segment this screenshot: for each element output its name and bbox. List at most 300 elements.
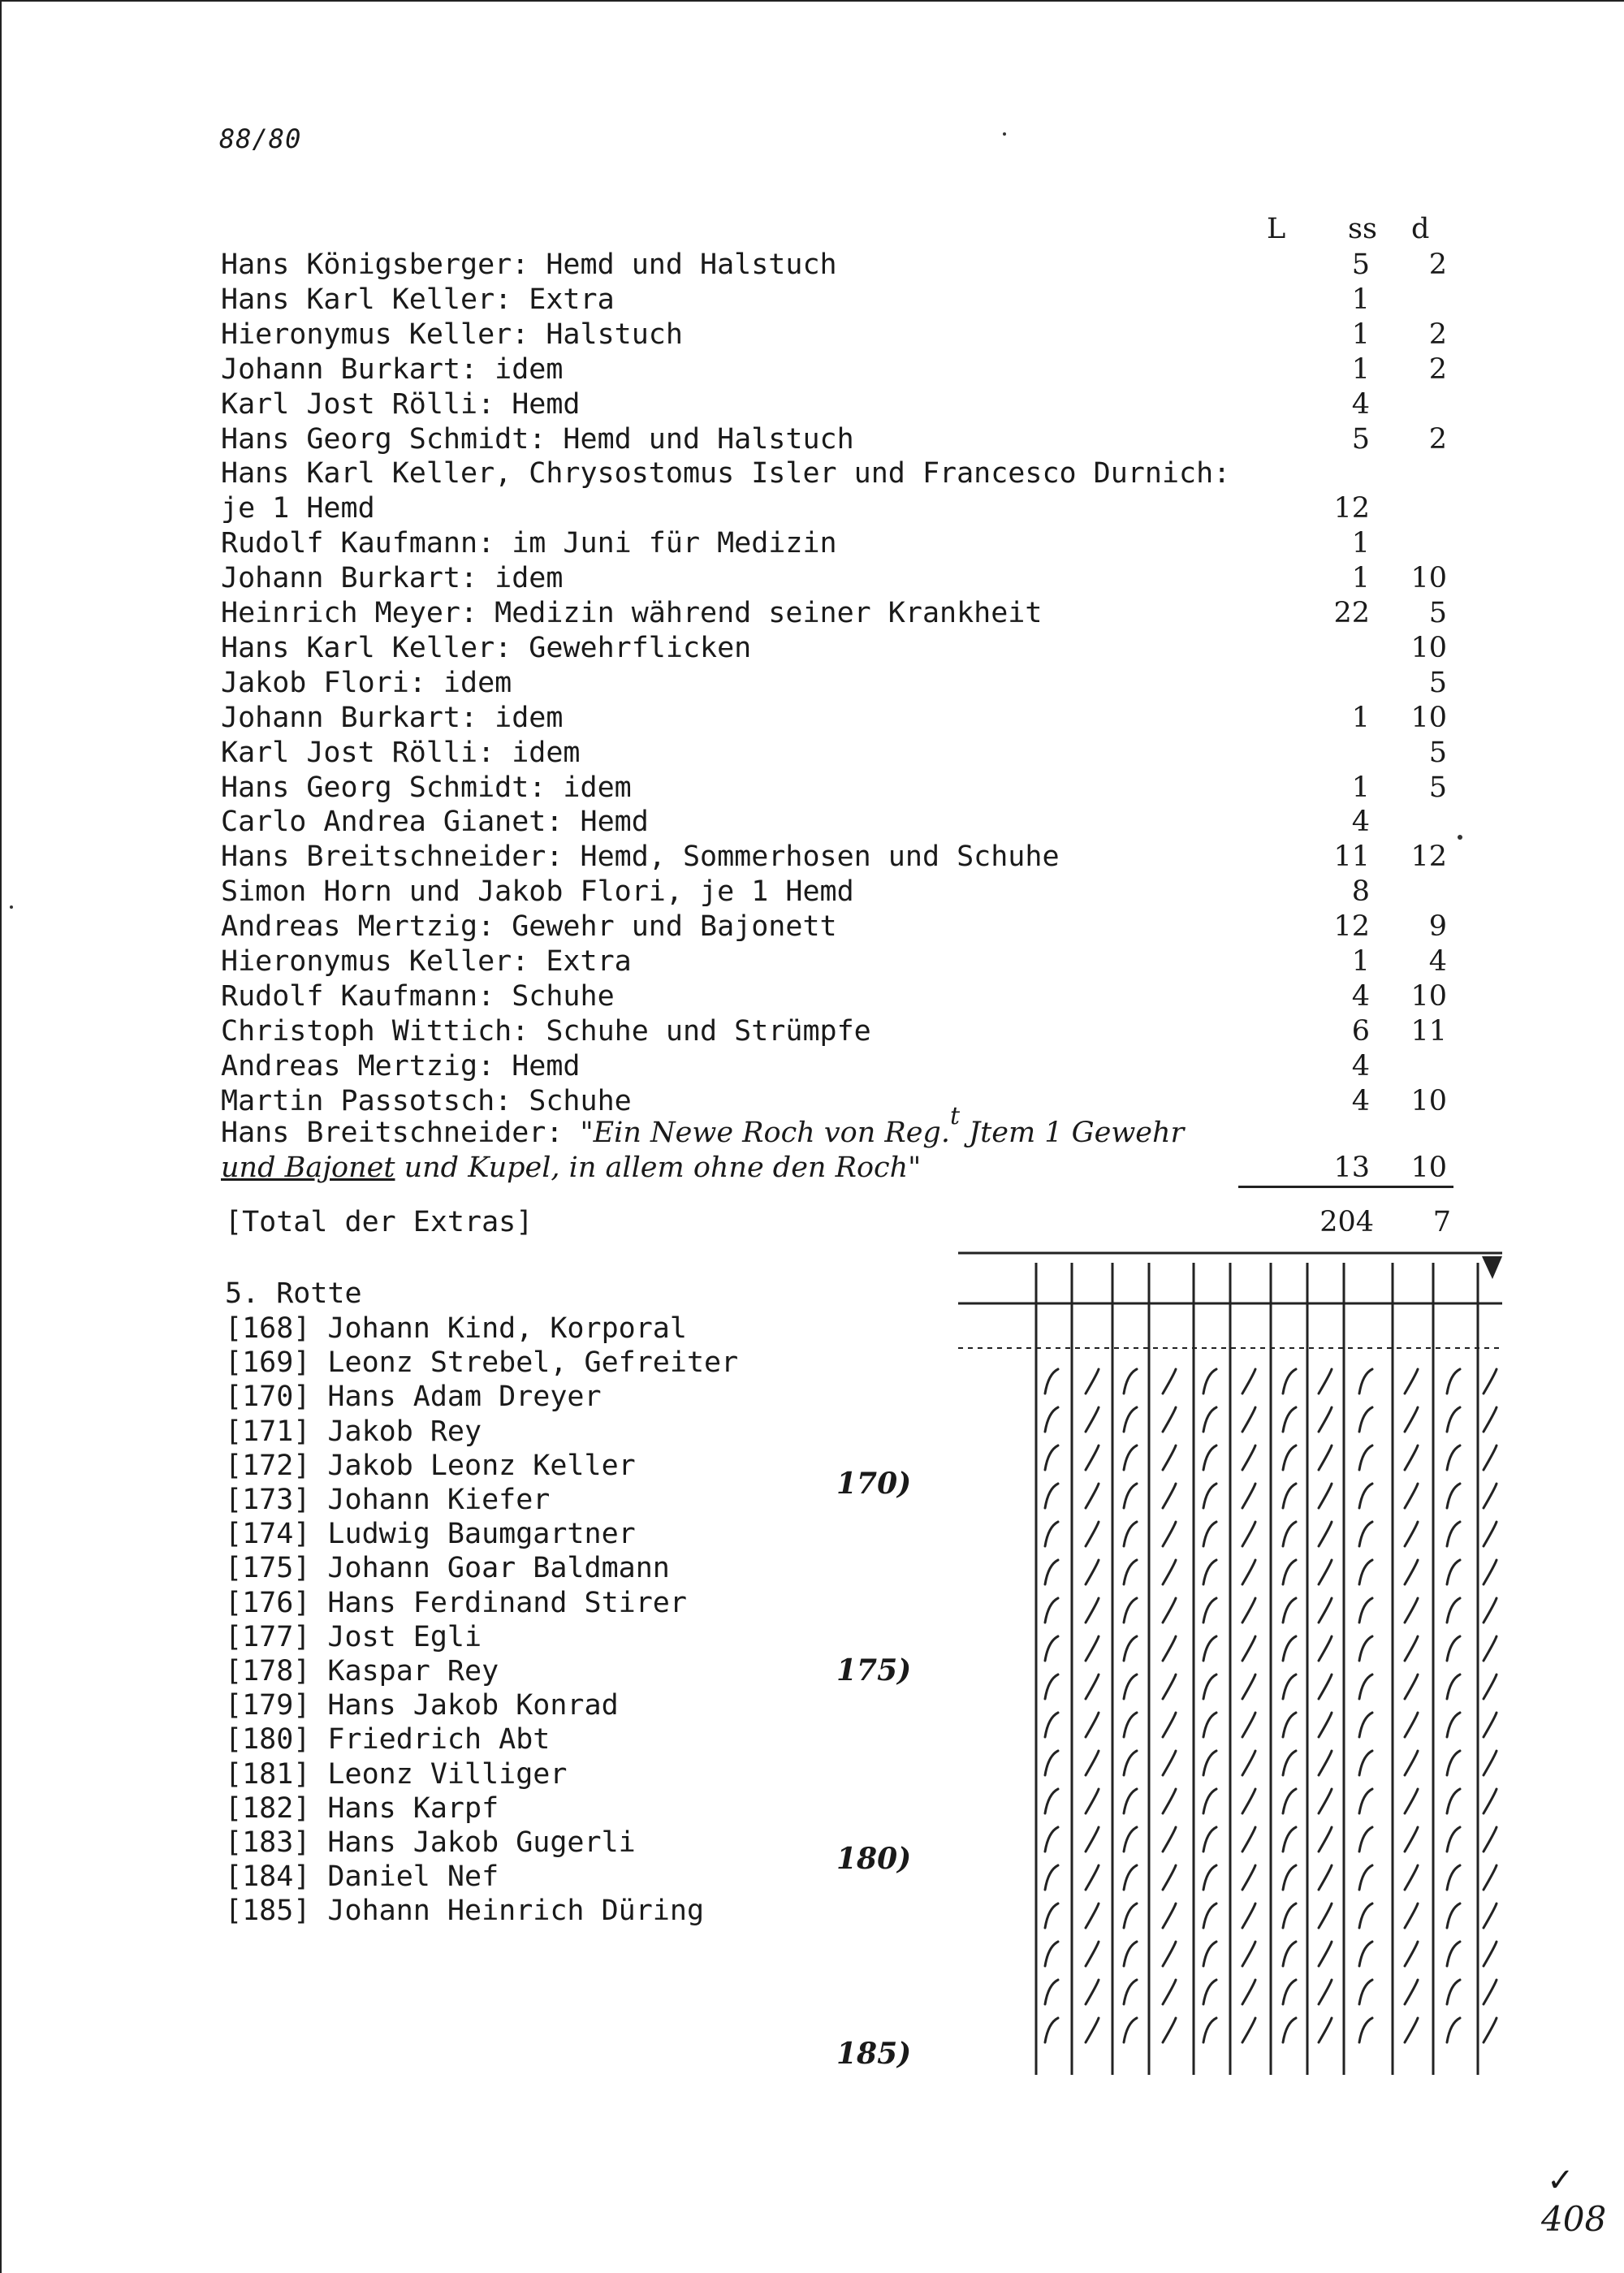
handwritten-stroke <box>1319 1598 1332 1623</box>
handwritten-stroke <box>1359 1484 1372 1508</box>
handwritten-stroke <box>1359 1675 1372 1699</box>
ink-dot <box>1003 132 1006 136</box>
entry-text: Jakob Flori: idem <box>221 666 512 699</box>
entry-text: Hans Karl Keller: Extra <box>221 283 615 316</box>
handwritten-stroke <box>1447 1789 1460 1813</box>
handwritten-stroke <box>1203 1789 1216 1813</box>
handwritten-stroke <box>1124 1598 1137 1623</box>
handwritten-stroke <box>1242 1598 1255 1623</box>
entry-amount-L: 1 <box>1351 562 1370 595</box>
handwritten-stroke <box>1163 1598 1176 1623</box>
handwritten-stroke <box>1359 1751 1372 1775</box>
entry-text: Hieronymus Keller: Halstuch <box>221 318 683 351</box>
entry-row <box>221 352 1488 387</box>
handwritten-stroke <box>1405 1598 1418 1623</box>
entry-text: Rudolf Kaufmann: Schuhe <box>221 979 615 1013</box>
handwritten-stroke <box>1319 1789 1332 1813</box>
handwritten-stroke <box>1359 1980 1372 2004</box>
handwritten-stroke <box>1484 2018 1497 2042</box>
handwritten-stroke <box>1086 1942 1099 1966</box>
entry-row <box>221 248 1488 283</box>
rotte-member: [177] Jost Egli <box>225 1620 482 1653</box>
handwritten-stroke <box>1163 1751 1176 1775</box>
entry-amount-L: 1 <box>1351 283 1370 316</box>
entry-text: Christoph Wittich: Schuhe und Strümpfe <box>221 1014 871 1048</box>
page-border-top <box>0 0 1624 2</box>
handwritten-stroke <box>1203 1369 1216 1394</box>
handwritten-stroke <box>1283 1980 1296 2004</box>
entry-amount-ss: 5 <box>1428 597 1447 629</box>
handwritten-stroke <box>1447 1713 1460 1737</box>
handwritten-stroke <box>1163 1713 1176 1737</box>
handwritten-stroke <box>1242 1980 1255 2004</box>
handwritten-stroke <box>1359 1522 1372 1546</box>
handwritten-stroke <box>1319 1751 1332 1775</box>
handwritten-stroke <box>1163 1636 1176 1661</box>
handwritten-stroke <box>1319 1369 1332 1394</box>
handwritten-stroke <box>1203 1675 1216 1699</box>
handwritten-stroke <box>1319 1865 1332 1890</box>
handwritten-stroke <box>1203 1751 1216 1775</box>
handwritten-stroke <box>1045 1942 1058 1966</box>
entry-row <box>221 701 1488 736</box>
handwritten-stroke <box>1086 1522 1099 1546</box>
handwritten-stroke <box>1086 1407 1099 1432</box>
entry-amount-ss: 2 <box>1428 318 1447 351</box>
quote-line1: "Ein Newe Roch von Reg. <box>580 1117 950 1149</box>
entry-row <box>221 944 1488 979</box>
entry-text: Martin Passotsch: Schuhe <box>221 1084 632 1117</box>
handwritten-stroke <box>1086 1865 1099 1890</box>
total-row <box>225 1205 1492 1240</box>
margin-note-185: 185) <box>836 2037 912 2071</box>
handwritten-stroke <box>1086 1904 1099 1928</box>
handwritten-stroke <box>1359 1789 1372 1813</box>
handwritten-ledger-image <box>950 1247 1510 2083</box>
handwritten-stroke <box>1319 1980 1332 2004</box>
handwritten-stroke <box>1359 1904 1372 1928</box>
handwritten-stroke <box>1086 1445 1099 1470</box>
handwritten-stroke <box>1283 1598 1296 1623</box>
handwritten-stroke <box>1359 2018 1372 2042</box>
handwritten-stroke <box>1359 1560 1372 1584</box>
entry-amount-ss: 12 <box>1410 840 1447 874</box>
entry-amount-L: 1 <box>1351 771 1370 804</box>
handwritten-stroke <box>1203 1942 1216 1966</box>
handwritten-stroke <box>1484 1598 1497 1623</box>
entry-row <box>221 771 1488 806</box>
rotte-member: [175] Johann Goar Baldmann <box>225 1552 670 1585</box>
handwritten-stroke <box>1203 1980 1216 2004</box>
entry-row <box>221 422 1488 457</box>
entry-amount-L: 4 <box>1351 806 1370 839</box>
handwritten-stroke <box>1124 1980 1137 2004</box>
handwritten-stroke <box>1045 1369 1058 1394</box>
margin-note-180: 180) <box>836 1842 912 1876</box>
handwritten-stroke <box>1163 1560 1176 1584</box>
handwritten-stroke <box>1242 1560 1255 1584</box>
handwritten-stroke <box>1045 1598 1058 1623</box>
total-L: 204 <box>1320 1206 1374 1238</box>
handwritten-stroke <box>1319 1522 1332 1546</box>
handwritten-stroke <box>1086 1560 1099 1584</box>
handwritten-stroke <box>1359 1598 1372 1623</box>
entry-amount-ss: 10 <box>1410 631 1447 664</box>
handwritten-stroke <box>1283 1904 1296 1928</box>
handwritten-stroke <box>1283 1560 1296 1584</box>
entry-text: Hieronymus Keller: Extra <box>221 945 632 978</box>
rotte-member: [182] Hans Karpf <box>225 1791 499 1825</box>
rotte-member: [170] Hans Adam Dreyer <box>225 1381 602 1414</box>
handwritten-stroke <box>1447 2018 1460 2042</box>
entry-text: je 1 Hemd <box>221 492 375 525</box>
rotte-member: [172] Jakob Leonz Keller <box>225 1449 636 1482</box>
handwritten-stroke <box>1447 1522 1460 1546</box>
handwritten-stroke <box>1045 1789 1058 1813</box>
handwritten-stroke <box>1086 1789 1099 1813</box>
handwritten-stroke <box>1163 1675 1176 1699</box>
handwritten-stroke <box>1405 1369 1418 1394</box>
handwritten-stroke <box>1124 1751 1137 1775</box>
handwritten-stroke <box>1447 1827 1460 1852</box>
quote-line2: und Kupel, in allem ohne den Roch" <box>395 1152 922 1184</box>
handwritten-stroke <box>1484 1827 1497 1852</box>
handwritten-stroke <box>1163 1445 1176 1470</box>
entry-amount-L: 12 <box>1333 910 1370 944</box>
handwritten-stroke <box>1447 1598 1460 1623</box>
entry-amount-ss: 2 <box>1428 248 1447 281</box>
rotte-member: [176] Hans Ferdinand Stirer <box>225 1586 687 1619</box>
entry-text: Hans Karl Keller, Chrysostomus Isler und Francesco Durnich: <box>221 457 1231 490</box>
handwritten-stroke <box>1359 1407 1372 1432</box>
handwritten-stroke <box>1203 1407 1216 1432</box>
handwritten-stroke <box>1319 1445 1332 1470</box>
rotte-member: [174] Ludwig Baumgartner <box>225 1518 636 1551</box>
handwritten-stroke <box>1045 1865 1058 1890</box>
handwritten-stroke <box>1045 1827 1058 1852</box>
handwritten-stroke <box>1405 1636 1418 1661</box>
entry-text: Heinrich Meyer: Medizin während seiner Krankheit <box>221 597 1043 629</box>
entry-row <box>221 283 1488 318</box>
handwritten-stroke <box>1242 1407 1255 1432</box>
handwritten-stroke <box>1086 2018 1099 2042</box>
handwritten-stroke <box>1405 1980 1418 2004</box>
handwritten-stroke <box>1319 1713 1332 1737</box>
handwritten-stroke <box>1359 1445 1372 1470</box>
entry-text: Karl Jost Rölli: idem <box>221 736 581 769</box>
handwritten-stroke <box>1086 1675 1099 1699</box>
handwritten-stroke <box>1319 1484 1332 1508</box>
entry-row <box>221 736 1488 771</box>
rotte-member: [179] Hans Jakob Konrad <box>225 1689 619 1722</box>
handwritten-stroke <box>1283 1865 1296 1890</box>
entry-text: Hans Georg Schmidt: Hemd und Halstuch <box>221 422 854 456</box>
rotte-member: [185] Johann Heinrich Düring <box>225 1895 705 1928</box>
entry-row <box>221 805 1488 840</box>
handwritten-stroke <box>1045 1713 1058 1737</box>
entry-amount-ss: 9 <box>1428 910 1447 944</box>
handwritten-stroke <box>1359 1369 1372 1394</box>
handwritten-stroke <box>1242 1713 1255 1737</box>
handwritten-stroke <box>1086 1827 1099 1852</box>
entry-amount-ss: 2 <box>1428 422 1447 456</box>
handwritten-stroke <box>1405 1407 1418 1432</box>
handwritten-stroke <box>1203 1713 1216 1737</box>
handwritten-stroke <box>1447 1560 1460 1584</box>
handwritten-stroke <box>1359 1713 1372 1737</box>
handwritten-stroke <box>1283 1789 1296 1813</box>
entry-row <box>221 631 1488 666</box>
handwritten-stroke <box>1283 1827 1296 1852</box>
handwritten-stroke <box>1086 1713 1099 1737</box>
handwritten-stroke <box>1484 1560 1497 1584</box>
handwritten-stroke <box>1405 1445 1418 1470</box>
handwritten-stroke <box>1124 1827 1137 1852</box>
handwritten-stroke <box>1163 1789 1176 1813</box>
handwritten-stroke <box>1447 1445 1460 1470</box>
handwritten-stroke <box>1359 1865 1372 1890</box>
handwritten-stroke <box>1203 1598 1216 1623</box>
reference-number: 88/80 <box>219 123 302 154</box>
handwritten-stroke <box>1163 1980 1176 2004</box>
rotte-member: [183] Hans Jakob Gugerli <box>225 1826 636 1859</box>
handwritten-stroke <box>1484 1445 1497 1470</box>
handwritten-stroke <box>1283 1445 1296 1470</box>
rotte-member: [184] Daniel Nef <box>225 1860 499 1894</box>
handwritten-stroke <box>1124 1675 1137 1699</box>
handwritten-stroke <box>1045 1445 1058 1470</box>
total-rule <box>1238 1186 1453 1188</box>
entry-amount-ss: 5 <box>1428 666 1447 699</box>
handwritten-stroke <box>1484 1713 1497 1737</box>
quote-prefix: Hans Breitschneider: <box>221 1117 581 1149</box>
handwritten-stroke <box>1242 1827 1255 1852</box>
column-header-d: d <box>1411 213 1430 245</box>
handwritten-stroke <box>1242 1904 1255 1928</box>
handwritten-stroke <box>1484 1407 1497 1432</box>
handwritten-stroke <box>1405 1675 1418 1699</box>
handwritten-stroke <box>1405 1751 1418 1775</box>
handwritten-stroke <box>1283 1484 1296 1508</box>
handwritten-stroke <box>1203 1904 1216 1928</box>
handwritten-stroke <box>1045 1484 1058 1508</box>
handwritten-stroke <box>1124 1865 1137 1890</box>
handwritten-stroke <box>1283 1942 1296 1966</box>
handwritten-stroke <box>1447 1942 1460 1966</box>
entry-amount-L: 4 <box>1351 979 1370 1013</box>
handwritten-stroke <box>1124 1369 1137 1394</box>
quote-line1b: Jtem 1 Gewehr <box>960 1117 1185 1149</box>
handwritten-stroke <box>1484 1789 1497 1813</box>
entry-row <box>221 1084 1488 1119</box>
entry-row <box>221 526 1488 561</box>
entry-amount-ss: 10 <box>1410 562 1447 595</box>
handwritten-stroke <box>1124 1713 1137 1737</box>
handwritten-stroke <box>1484 1942 1497 1966</box>
handwritten-stroke <box>1124 2018 1137 2042</box>
entry-text: Karl Jost Rölli: Hemd <box>221 387 581 421</box>
handwritten-stroke <box>1359 1942 1372 1966</box>
entry-row <box>221 875 1488 910</box>
handwritten-stroke <box>1163 1827 1176 1852</box>
total-ss: 7 <box>1432 1206 1451 1238</box>
handwritten-stroke <box>1484 1751 1497 1775</box>
total-label: [Total der Extras] <box>225 1206 533 1238</box>
handwritten-stroke <box>1203 1636 1216 1661</box>
entry-amount-L: 5 <box>1351 248 1370 281</box>
entry-amount-L: 1 <box>1351 945 1370 978</box>
handwritten-stroke <box>1319 1675 1332 1699</box>
entry-row <box>221 318 1488 352</box>
handwritten-stroke <box>1163 1865 1176 1890</box>
margin-note-175: 175) <box>836 1653 912 1687</box>
entry-text: Hans Georg Schmidt: idem <box>221 771 632 804</box>
handwritten-stroke <box>1163 1522 1176 1546</box>
handwritten-stroke <box>1447 1904 1460 1928</box>
handwritten-stroke <box>1319 1942 1332 1966</box>
handwritten-stroke <box>1086 1636 1099 1661</box>
entry-amount-L: 5 <box>1351 422 1370 456</box>
handwritten-stroke <box>1242 1522 1255 1546</box>
handwritten-stroke <box>1203 1522 1216 1546</box>
entry-row <box>221 456 1488 491</box>
handwritten-stroke <box>1283 1751 1296 1775</box>
rotte-member: [168] Johann Kind, Korporal <box>225 1312 687 1345</box>
handwritten-stroke <box>1163 1407 1176 1432</box>
handwritten-stroke <box>1242 1636 1255 1661</box>
entry-row <box>221 1014 1488 1049</box>
entry-amount-L: 1 <box>1351 527 1370 560</box>
quote-entry-line1 <box>221 1102 1488 1151</box>
handwritten-stroke <box>1447 1751 1460 1775</box>
entry-text: Hans Karl Keller: Gewehrflicken <box>221 631 752 664</box>
ink-dot <box>1458 835 1462 840</box>
entry-row <box>221 666 1488 701</box>
rotte-member: [173] Johann Kiefer <box>225 1484 551 1516</box>
handwritten-stroke <box>1447 1865 1460 1890</box>
quote-amount-ss: 10 <box>1410 1152 1447 1184</box>
handwritten-stroke <box>1484 1675 1497 1699</box>
handwritten-stroke <box>1405 1484 1418 1508</box>
handwritten-stroke <box>1283 1675 1296 1699</box>
handwritten-stroke <box>1405 1865 1418 1890</box>
entry-amount-ss: 5 <box>1428 771 1447 804</box>
entry-amount-L: 8 <box>1351 875 1370 909</box>
handwritten-stroke <box>1283 1636 1296 1661</box>
handwritten-stroke <box>1045 1522 1058 1546</box>
entry-amount-L: 4 <box>1351 1084 1370 1117</box>
handwritten-stroke <box>1242 1865 1255 1890</box>
handwritten-stroke <box>1447 1636 1460 1661</box>
entry-text: Simon Horn und Jakob Flori, je 1 Hemd <box>221 875 854 909</box>
quote-entry-line2 <box>221 1151 1488 1186</box>
entry-text: Rudolf Kaufmann: im Juni für Medizin <box>221 527 837 560</box>
entry-text: Johann Burkart: idem <box>221 562 564 595</box>
handwritten-stroke <box>1405 1904 1418 1928</box>
handwritten-stroke <box>1203 1484 1216 1508</box>
handwritten-stroke <box>1045 1980 1058 2004</box>
entry-row <box>221 910 1488 944</box>
handwritten-stroke <box>1163 2018 1176 2042</box>
ink-dot <box>10 905 13 909</box>
entry-text: Johann Burkart: idem <box>221 701 564 734</box>
handwritten-stroke <box>1447 1675 1460 1699</box>
handwritten-stroke <box>1484 1904 1497 1928</box>
entry-row <box>221 840 1488 875</box>
handwritten-stroke <box>1283 1713 1296 1737</box>
entry-amount-ss: 10 <box>1410 701 1447 734</box>
handwritten-stroke <box>1203 1827 1216 1852</box>
handwritten-stroke <box>1283 1369 1296 1394</box>
handwritten-stroke <box>1163 1369 1176 1394</box>
entry-amount-L: 4 <box>1351 1049 1370 1082</box>
handwritten-stroke <box>1447 1980 1460 2004</box>
entry-row <box>221 561 1488 596</box>
handwritten-stroke <box>1405 1560 1418 1584</box>
handwritten-stroke <box>1405 1942 1418 1966</box>
handwritten-stroke <box>1484 1484 1497 1508</box>
handwritten-stroke <box>1484 1865 1497 1890</box>
handwritten-stroke <box>1242 1445 1255 1470</box>
handwritten-stroke <box>1203 2018 1216 2042</box>
handwritten-stroke <box>1203 1445 1216 1470</box>
handwritten-stroke <box>1124 1522 1137 1546</box>
handwritten-stroke <box>1319 1636 1332 1661</box>
handwritten-stroke <box>1484 1980 1497 2004</box>
handwritten-stroke <box>1447 1369 1460 1394</box>
handwritten-stroke <box>1242 1675 1255 1699</box>
handwritten-stroke <box>1319 1407 1332 1432</box>
column-header-ss: ss <box>1348 213 1377 245</box>
handwritten-stroke <box>1405 1713 1418 1737</box>
handwritten-stroke <box>1203 1560 1216 1584</box>
page-number: 408 <box>1541 2199 1607 2239</box>
entry-text: Hans Königsberger: Hemd und Halstuch <box>221 248 837 281</box>
handwritten-stroke <box>1086 1369 1099 1394</box>
column-header-L: L <box>1267 213 1286 245</box>
handwritten-stroke <box>1359 1636 1372 1661</box>
entry-amount-ss: 10 <box>1410 1084 1447 1117</box>
rotte-member: [178] Kaspar Rey <box>225 1655 499 1687</box>
handwritten-stroke <box>1163 1904 1176 1928</box>
handwritten-stroke <box>1319 1560 1332 1584</box>
handwritten-stroke <box>1086 1751 1099 1775</box>
rotte-member: [171] Jakob Rey <box>225 1415 482 1448</box>
rotte-member: [180] Friedrich Abt <box>225 1723 551 1757</box>
rotte-member: [169] Leonz Strebel, Gefreiter <box>225 1346 739 1380</box>
entry-row <box>221 491 1488 526</box>
handwritten-stroke <box>1124 1445 1137 1470</box>
handwritten-stroke <box>1045 1636 1058 1661</box>
handwritten-stroke <box>1405 2018 1418 2042</box>
handwritten-stroke <box>1484 1522 1497 1546</box>
handwritten-stroke <box>1405 1827 1418 1852</box>
handwritten-stroke <box>1086 1980 1099 2004</box>
handwritten-stroke <box>1045 1560 1058 1584</box>
handwritten-stroke <box>1283 1407 1296 1432</box>
handwritten-stroke <box>1163 1942 1176 1966</box>
margin-note-170: 170) <box>836 1467 912 1501</box>
rotte-title: 5. Rotte <box>225 1277 362 1310</box>
handwritten-stroke <box>1319 1827 1332 1852</box>
entry-amount-ss: 11 <box>1410 1014 1447 1048</box>
entry-row <box>221 979 1488 1014</box>
check-mark: ✓ <box>1547 2162 1574 2199</box>
handwritten-stroke <box>1283 1522 1296 1546</box>
entry-amount-L: 12 <box>1333 492 1370 525</box>
entry-amount-L: 1 <box>1351 352 1370 386</box>
handwritten-stroke <box>1242 1751 1255 1775</box>
